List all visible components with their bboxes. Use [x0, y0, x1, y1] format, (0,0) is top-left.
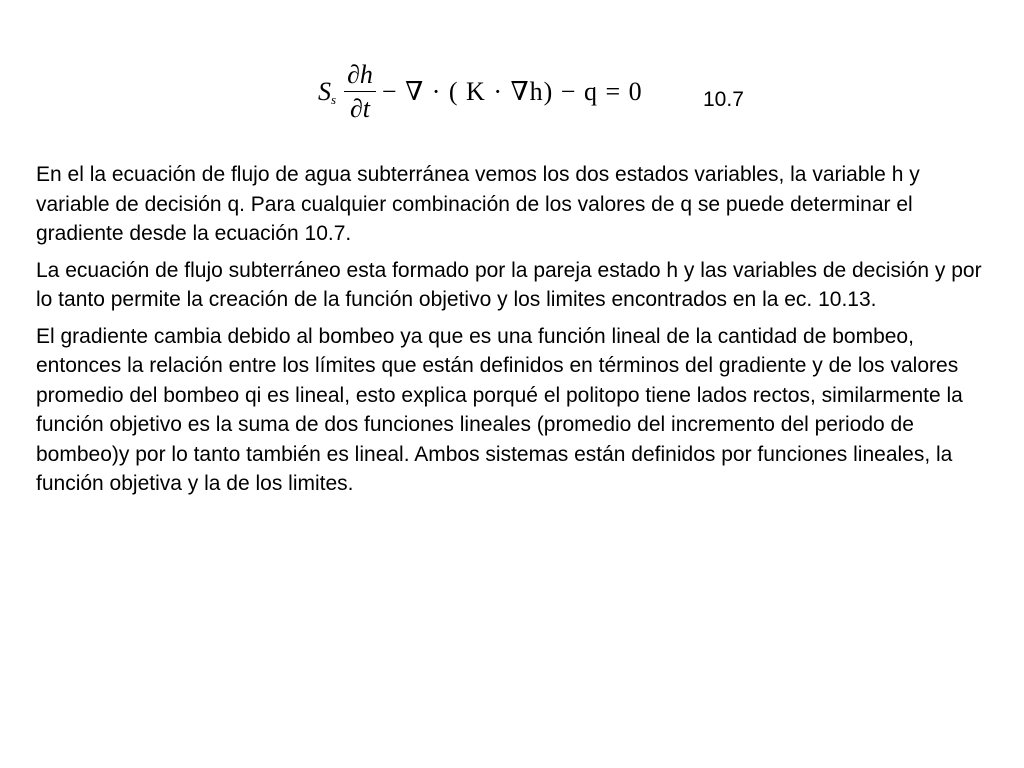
fraction-denominator: ∂t	[349, 94, 371, 123]
fraction-numerator: ∂h	[347, 60, 373, 89]
equation-remainder: − ∇ · ( K · ∇h) − q = 0	[381, 77, 643, 106]
paragraph: En el la ecuación de flujo de agua subterránea vemos los dos estados variables, la variable h y variable de decisión q. Para cualquier combinación de los valores de q se puede determinar el gradiente desde la ecuación 10.7.	[36, 163, 920, 245]
equation-coefficient-subscript: s	[331, 92, 337, 107]
paragraph: El gradiente cambia debido al bombeo ya que es una función lineal de la cantidad de bombeo, entonces la relación entre los límites que están definidos en términos del gradiente y de los valores promedio del bombeo qi es lineal, esto explica porqué el politopo tiene lados rectos, similarmente la función objetivo es la suma de dos funciones lineales (promedio del incremento del periodo de bombeo)y por lo tanto también es lineal. Ambos sistemas están definidos por funciones lineales, la función objetiva y la de los limites.	[36, 324, 963, 495]
equation-number: 10.7	[703, 88, 744, 111]
equation-fraction	[344, 62, 376, 122]
equation-coefficient: S	[318, 77, 331, 106]
paragraph: La ecuación de flujo subterráneo esta formado por la pareja estado h y las variables de decisión y por lo tanto permite la creación de la función objetivo y los limites encontrados en la ec. 10.13.	[36, 258, 982, 311]
flow-equation	[318, 56, 643, 128]
fraction-bar	[344, 91, 376, 92]
body-text	[36, 160, 996, 506]
